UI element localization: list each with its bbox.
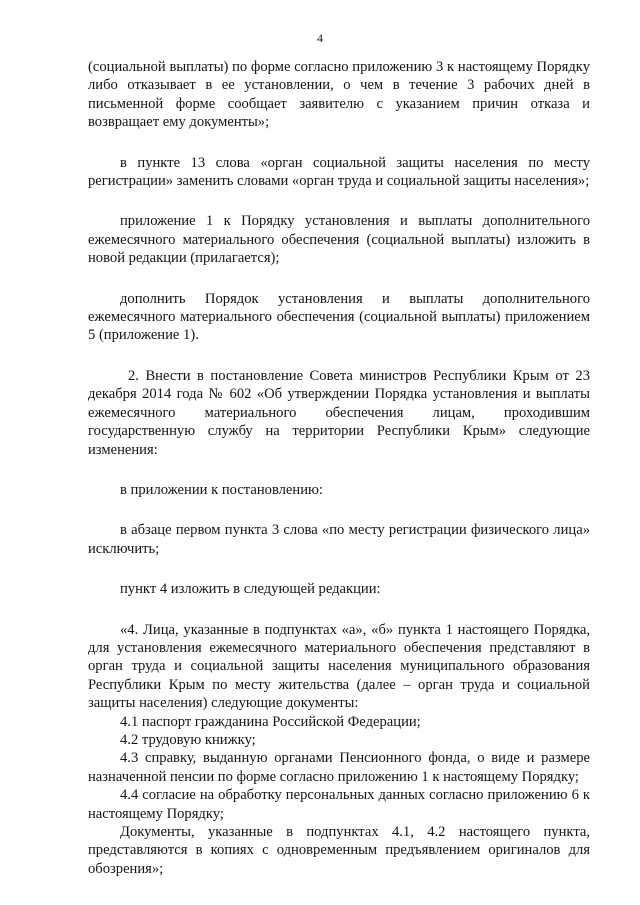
paragraph-item-3: в абзаце первом пункта 3 слова «по месту регистрации физического лица» исключить; — [88, 522, 590, 557]
list-item-4-1: 4.1 паспорт гражданина Российской Федерации; — [120, 713, 421, 730]
paragraph-appendix-1: приложение 1 к Порядку установления и выплаты дополнительного ежемесячного материального обеспечения (социальной выплаты) изложить в новой редакции (прилагается); — [88, 213, 590, 267]
paragraph-item-13: в пункте 13 слова «орган социальной защиты населения по месту регистрации» заменить словами «орган труда и социальной защиты населения»; — [88, 154, 590, 190]
page-number: 4 — [317, 31, 323, 45]
paragraph-annex-intro: в приложении к постановлению: — [120, 481, 323, 498]
paragraph-documents-note: Документы, указанные в подпунктах 4.1, 4.2 настоящего пункта, представляются в копиях с одновременным предъявлением оригиналов для обозрения»; — [88, 824, 590, 877]
paragraph-section-2: 2. Внести в постановление Совета министров Республики Крым от 23 декабря 2014 года № 602 «Об утверждении Порядка установления и выплаты ежемесячного материального обеспечения лицам, проходившим государственную службу на территории Республики Крым» следующие изменения: — [88, 367, 590, 458]
list-item-4-2: 4.2 трудовую книжку; — [120, 731, 256, 748]
list-item-4-4: 4.4 согласие на обработку персональных данных согласно приложению 6 к настоящему Порядку; — [88, 787, 590, 822]
paragraph-item-4-text: «4. Лица, указанные в подпунктах «а», «б» пункта 1 настоящего Порядка, для установления ежемесячного материального обеспечения представляют в орган труда и социальной защиты населения муниципального образования Республики Крым по месту жительства (далее – орган труда и социальной защиты населения) следующие документы: — [88, 621, 590, 712]
paragraph-continuation: (социальной выплаты) по форме согласно приложению 3 к настоящему Порядку либо отказывает в ее установлении, о чем в течение 3 рабочих дней в письменной форме сообщает заявителю с указанием причин отказа и возвращает ему документы»; — [88, 59, 590, 131]
list-item-4-3: 4.3 справку, выданную органами Пенсионного фонда, о виде и размере назначенной пенсии по форме согласно приложению 1 к настоящему Порядку; — [88, 750, 590, 785]
paragraph-appendix-5: дополнить Порядок установления и выплаты дополнительного ежемесячного материального обеспечения (социальной выплаты) приложением 5 (приложение 1). — [88, 290, 590, 344]
paragraph-item-4-intro: пункт 4 изложить в следующей редакции: — [120, 581, 381, 598]
document-body — [88, 58, 590, 878]
